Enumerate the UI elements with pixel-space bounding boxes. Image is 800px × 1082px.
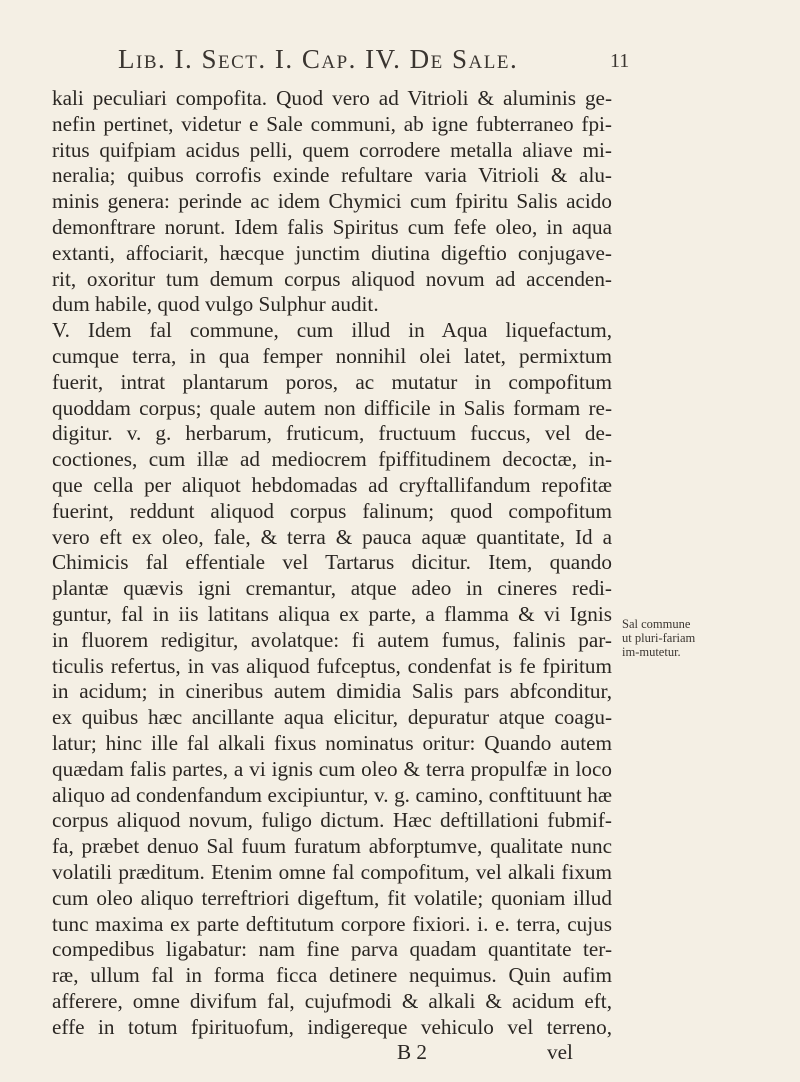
text-line: ticulis refertus, in vas aliquod fufceptus, condenfat is fe fpiritum	[52, 653, 612, 678]
text-line: Chimicis fal effentiale vel Tartarus dicitur. Item, quando	[52, 550, 612, 575]
text-line: corpus aliquod novum, fuligo dictum. Hæc deftillationi fubmif-	[52, 808, 612, 833]
text-line: in fluorem redigitur, avolatque: fi autem fumus, falinis par-	[52, 627, 612, 652]
text-line: digitur. v. g. herbarum, fruticum, fructuum fuccus, vel de-	[52, 421, 612, 446]
catchword: vel	[547, 1040, 573, 1065]
body-text	[52, 86, 612, 1066]
signature-mark: B 2	[397, 1040, 428, 1065]
text-line: aliquo ad condenfandum excipiuntur, v. g. camino, conftituunt hæ	[52, 782, 612, 807]
text-line: dum habile, quod vulgo Sulphur audit.	[52, 292, 379, 317]
text-line: V. Idem fal commune, cum illud in Aqua liquefactum,	[52, 318, 612, 343]
text-line: que cella per aliquot hebdomadas ad cryftallifandum repofitæ	[52, 472, 612, 497]
text-line: minis genera: perinde ac idem Chymici cum fpiritu Salis acido	[52, 189, 612, 214]
text-line: in acidum; in cineribus autem dimidia Salis pars abfconditur,	[52, 679, 612, 704]
running-head: Lib. I. Sect. I. Cap. IV. De Sale.	[118, 44, 519, 74]
text-line: latur; hinc ille fal alkali fixus nominatus oritur: Quando autem	[52, 730, 612, 755]
text-line: vero eft ex oleo, fale, & terra & pauca aquæ quantitate, Id a	[52, 524, 612, 549]
text-line: ritus quifpiam acidus pelli, quem corrodere metalla aliave mi-	[52, 137, 612, 162]
page-number: 11	[610, 50, 630, 72]
text-line: guntur, fal in iis latitans aliqua ex parte, a flamma & vi Ignis	[52, 601, 612, 626]
text-line: neralia; quibus corrofis exinde refultare varia Vitrioli & alu-	[52, 163, 612, 188]
text-line: cum oleo aliquo terreftriori digeftum, fit volatile; quoniam illud	[52, 885, 612, 910]
text-line: ex quibus hæc ancillante aqua elicitur, depuratur atque coagu-	[52, 705, 612, 730]
text-line: fuerint, reddunt aliquod corpus falinum; quod compofitum	[52, 498, 612, 523]
text-line: fuerit, intrat plantarum poros, ac mutatur in compofitum	[52, 369, 612, 394]
margin-note: Sal commune ut pluri-fariam im-mutetur.	[622, 617, 696, 659]
text-line: volatili præditum. Etenim omne fal compofitum, vel alkali fixum	[52, 859, 612, 884]
text-line: cumque terra, in qua femper nonnihil olei latet, permixtum	[52, 343, 612, 368]
text-line: nefin pertinet, videtur e Sale communi, ab igne fubterraneo fpi-	[52, 111, 612, 136]
text-line: extanti, affociarit, hæcque junctim diutina digeftio conjugave-	[52, 240, 612, 265]
text-line: tunc maxima ex parte deftitutum corpore fixiori. i. e. terra, cujus	[52, 911, 612, 936]
catchline	[52, 1040, 612, 1066]
text-line: effe in totum fpirituofum, indigereque vehiculo vel terreno,	[52, 1014, 612, 1039]
text-line: quædam falis partes, a vi ignis cum oleo & terra propulfæ in loco	[52, 756, 612, 781]
text-line: fa, præbet denuo Sal fuum furatum abforptumve, qualitate nunc	[52, 834, 612, 859]
text-line: kali peculiari compofita. Quod vero ad Vitrioli & aluminis ge-	[52, 86, 612, 110]
text-line: coctiones, cum illæ ad mediocrem fpiffitudinem decoctæ, in-	[52, 447, 612, 472]
text-line: compedibus ligabatur: nam fine parva quadam quantitate ter-	[52, 937, 612, 962]
text-line: ræ, ullum fal in forma ficca detinere nequimus. Quin aufim	[52, 963, 612, 988]
text-line: afferere, omne divifum fal, cujufmodi & alkali & acidum eft,	[52, 988, 612, 1013]
text-line: demonftrare norunt. Idem falis Spiritus cum fefe oleo, in aqua	[52, 214, 612, 239]
text-line: quoddam corpus; quale autem non difficile in Salis formam re-	[52, 395, 612, 420]
text-line: plantæ quævis igni cremantur, atque adeo in cineres redi-	[52, 576, 612, 601]
text-line: rit, oxoritur tum demum corpus aliquod novum ad accenden-	[52, 266, 612, 291]
